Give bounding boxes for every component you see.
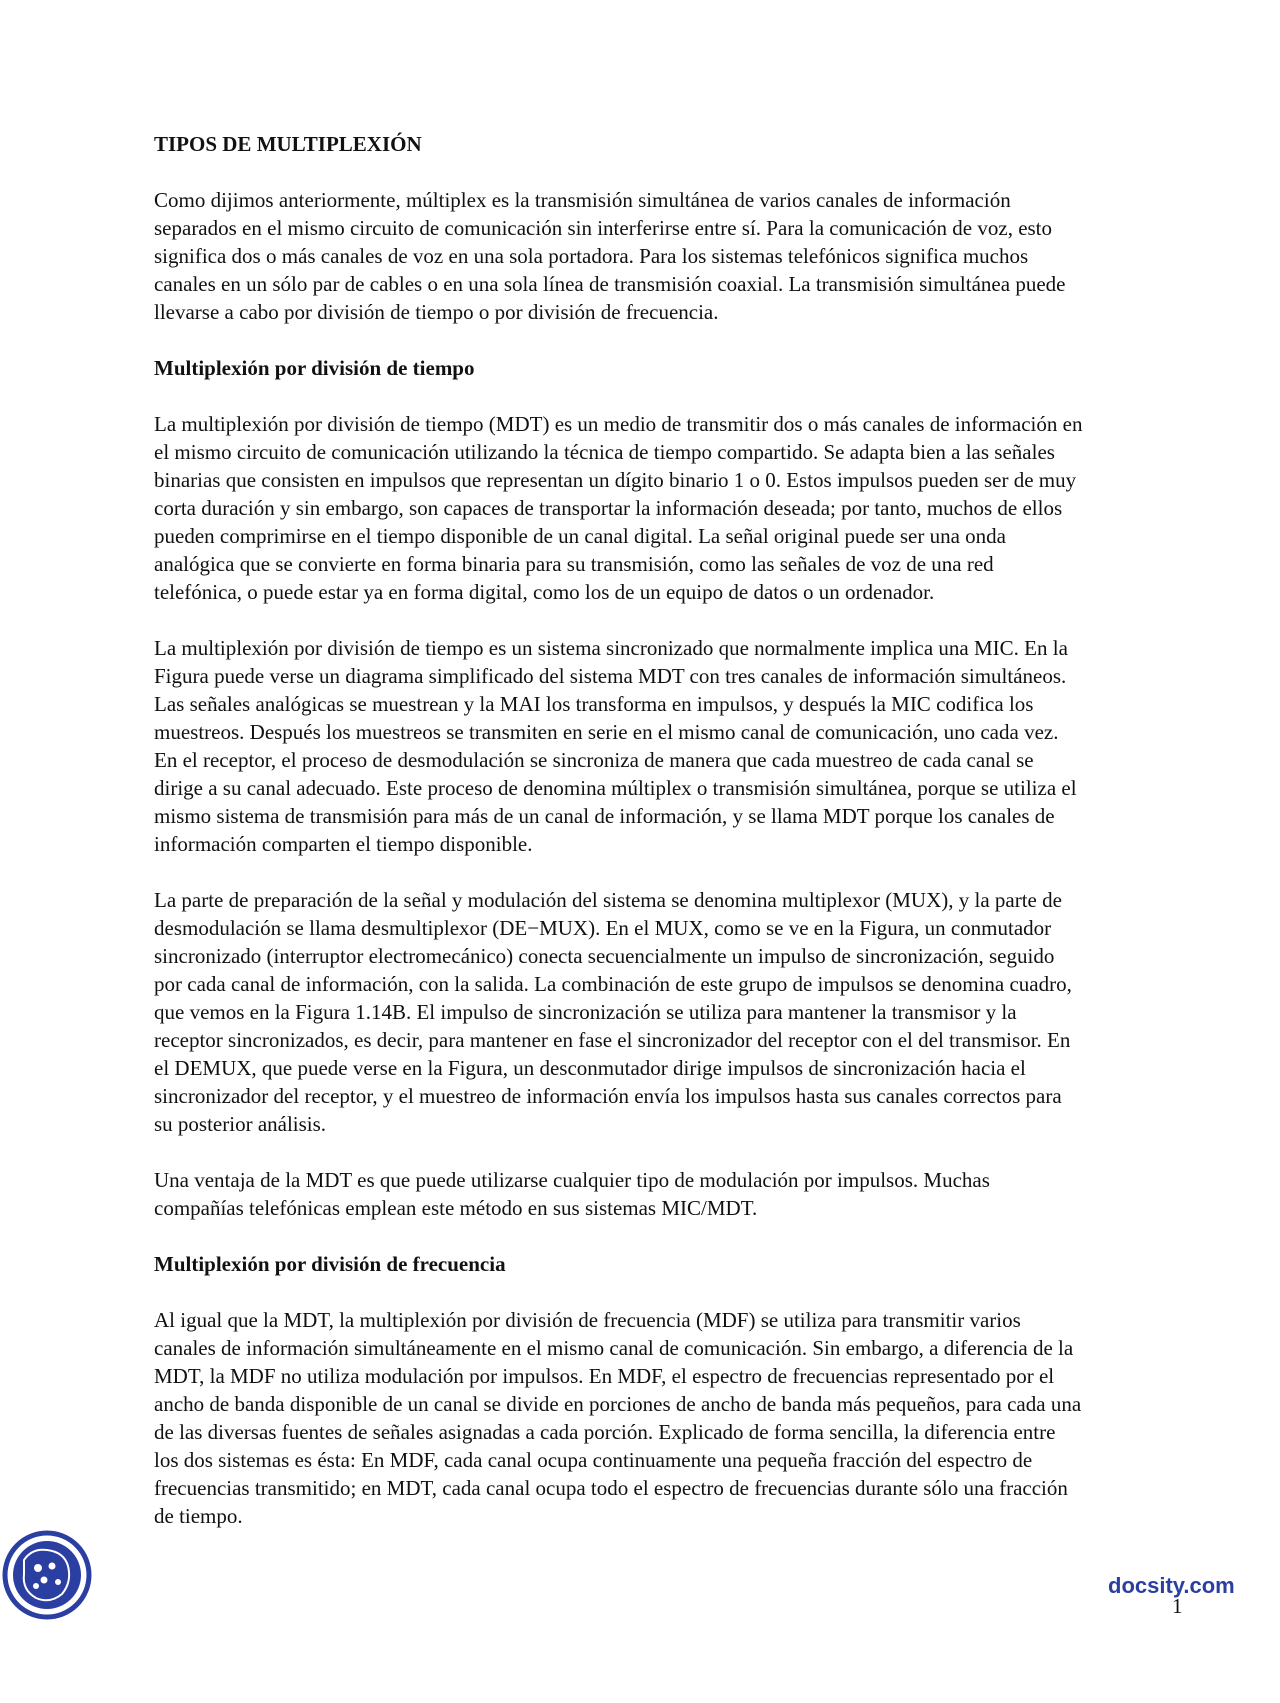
frequency-division-paragraph-1: Al igual que la MDT, la multiplexión por división de frecuencia (MDF) se utiliza para transmitir varios canales de información simultáneamente en el mismo canal de comunicación. Sin embargo, a diferencia de la MDT, la MDF no utiliza modulación por impulsos. En MDF, el espectro de frecuencias representado por el ancho de banda disponible de un canal se divide en porciones de ancho de banda más pequeños, para cada una de las diversas fuentes de señales asignadas a cada porción. Explicado de forma sencilla, la diferencia entre los dos sistemas es ésta: En MDF, cada canal ocupa continuamente una pequeña fracción del espectro de frecuencias transmitido; en MDT, cada canal ocupa todo el espectro de frecuencias durante sólo una fracción de tiempo. [154, 1308, 1082, 1528]
section-heading-time-division: Multiplexión por división de tiempo [154, 356, 475, 380]
time-division-paragraph-1: La multiplexión por división de tiempo (MDT) es un medio de transmitir dos o más canales de información en el mismo circuito de comunicación utilizando la técnica de tiempo compartido. Se adapta bien a las señales binarias que consisten en impulsos que representan un dígito binario 1 o 0. Estos impulsos pueden ser de muy corta duración y sin embargo, son capaces de transportar la información deseada; por tanto, muchos de ellos pueden comprimirse en el tiempo disponible de un canal digital. La señal original puede ser una onda analógica que se convierte en forma binaria para su transmisión, como las señales de voz de una red telefónica, o puede estar ya en forma digital, como los de un equipo de datos o un ordenador. [154, 412, 1083, 604]
intro-paragraph: Como dijimos anteriormente, múltiplex es la transmisión simultánea de varios canales de información separados en el mismo circuito de comunicación sin interferirse entre sí. Para la comunicación de voz, esto significa dos o más canales de voz en una sola portadora. Para los sistemas telefónicos significa muchos canales en un sólo par de cables o en una sola línea de transmisión coaxial. La transmisión simultánea puede llevarse a cabo por división de tiempo o por división de frecuencia. [154, 188, 1066, 324]
docsity-logo-icon [2, 1530, 92, 1620]
docsity-watermark: docsity.com [1108, 1573, 1235, 1598]
time-division-paragraph-2: La multiplexión por división de tiempo es un sistema sincronizado que normalmente implica una MIC. En la Figura puede verse un diagrama simplificado del sistema MDT con tres canales de información simultáneos. Las señales analógicas se muestrean y la MAI los transforma en impulsos, y después la MIC codifica los muestreos. Después los muestreos se transmiten en serie en el mismo canal de comunicación, uno cada vez. En el receptor, el proceso de desmodulación se sincroniza de manera que cada muestreo de cada canal se dirige a su canal adecuado. Este proceso de denomina múltiplex o transmisión simultánea, porque se utiliza el mismo sistema de transmisión para más de un canal de información, y se llama MDT porque los canales de información comparten el tiempo disponible. [154, 636, 1077, 856]
page-number: 1 [1172, 1594, 1183, 1618]
document-page [154, 130, 1194, 1530]
section-heading-frequency-division: Multiplexión por división de frecuencia [154, 1252, 506, 1276]
document-title: TIPOS DE MULTIPLEXIÓN [154, 132, 422, 156]
time-division-paragraph-3: La parte de preparación de la señal y modulación del sistema se denomina multiplexor (MUX), y la parte de desmodulación se llama desmultiplexor (DE−MUX). En el MUX, como se ve en la Figura, un conmutador sincronizado (interruptor electromecánico) conecta secuencialmente un impulso de sincronización, seguido por cada canal de información, con la salida. La combinación de este grupo de impulsos se denomina cuadro, que vemos en la Figura 1.14B. El impulso de sincronización se utiliza para mantener la transmisor y la receptor sincronizados, es decir, para mantener en fase el sincronizador del receptor con el del transmisor. En el DEMUX, que puede verse en la Figura, un desconmutador dirige impulsos de sincronización hacia el sincronizador del receptor, y el muestreo de información envía los impulsos hasta sus canales correctos para su posterior análisis. [154, 888, 1072, 1136]
time-division-paragraph-4: Una ventaja de la MDT es que puede utilizarse cualquier tipo de modulación por impulsos. Muchas compañías telefónicas emplean este método en sus sistemas MIC/MDT. [154, 1168, 990, 1220]
